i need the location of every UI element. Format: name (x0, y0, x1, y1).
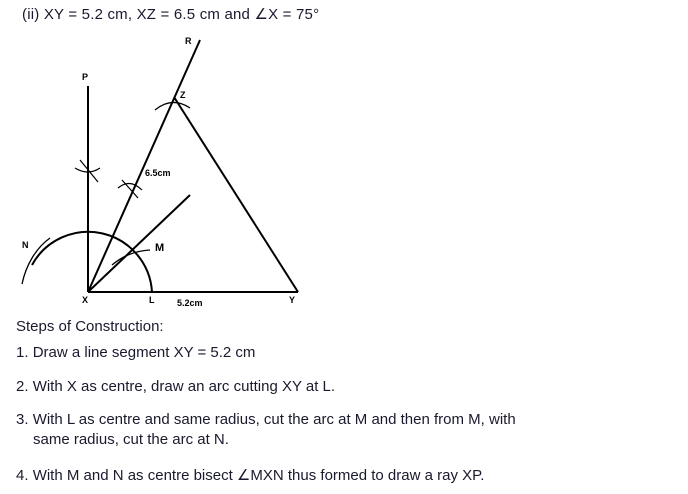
step-1 (16, 344, 255, 361)
step-text: Draw a line segment XY = 5.2 cm (32, 344, 256, 361)
step-2 (16, 378, 335, 395)
label-y: Y (289, 295, 296, 305)
label-r: R (185, 36, 192, 46)
step-number: 3. (16, 411, 29, 428)
step-3 (16, 411, 516, 448)
label-m: M (155, 242, 165, 254)
measure-xz: 6.5cm (145, 168, 171, 178)
step-text-continued: same radius, cut the arc at N. (33, 431, 229, 448)
step-number: 1. (16, 344, 29, 361)
label-n: N (22, 240, 29, 250)
side-zy (174, 97, 298, 292)
label-p: P (82, 72, 89, 82)
problem-header: (ii) XY = 5.2 cm, XZ = 6.5 cm and ∠X = 75° (22, 6, 320, 23)
measure-xy: 5.2cm (177, 298, 203, 308)
label-x: X (82, 295, 89, 305)
label-z: Z (180, 90, 186, 100)
steps-section (16, 318, 516, 484)
ray-xr (88, 40, 200, 292)
label-l: L (149, 295, 155, 305)
step-number: 2. (16, 378, 29, 395)
step-text: With X as centre, draw an arc cutting XY at L. (32, 378, 336, 395)
step-text: With M and N as centre bisect ∠MXN thus formed to draw a ray XP. (32, 467, 485, 484)
steps-title: Steps of Construction: (16, 318, 164, 335)
step-number: 4. (16, 467, 29, 484)
step-text: With L as centre and same radius, cut the arc at M and then from M, with (32, 411, 516, 428)
step-4 (16, 466, 484, 484)
ray-xm (88, 195, 190, 292)
